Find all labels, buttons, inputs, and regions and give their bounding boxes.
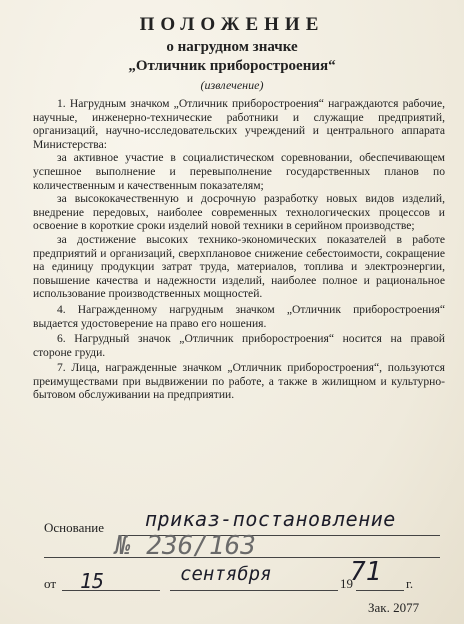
number-handwritten: № 236/163 <box>115 531 256 561</box>
month-line <box>170 590 338 591</box>
document-title: ПОЛОЖЕНИЕ <box>139 14 325 35</box>
paragraph: за достижение высоких технико-экономических показателей в работе предприятий и организаций, сверхплановое снижение себестоимости, сокращение на единицу продукции затрат труда, материалов, топлива и электроэнергии, повышение качества и надежности изделий, наиболее полное и рациональное использование производственных мощностей. <box>33 232 445 301</box>
year-suffix: г. <box>406 576 414 591</box>
year-prefix: 19 <box>340 576 353 591</box>
badge-name: „Отличник приборостроения“ <box>128 58 336 74</box>
basis-handwritten: приказ-постановление <box>145 507 396 531</box>
day-handwritten: 15 <box>80 569 105 593</box>
day-line <box>62 590 160 591</box>
paragraph: 4. Награжденному нагрудным значком „Отличник приборостроения“ выдается удостоверение на право его ношения. <box>33 302 445 330</box>
month-handwritten: сентября <box>180 563 272 585</box>
paragraph: 1. Нагрудным значком „Отличник приборостроения“ награждаются рабочие, научные, инженерно-технические работники и служащие предприятий, организаций, научно-исследовательских учреждений и центрального аппарата Министерства: <box>33 97 445 151</box>
document-subtitle: о нагрудном значке <box>166 39 298 55</box>
order-number: Зак. 2077 <box>368 600 420 615</box>
paragraph: за высококачественную и досрочную разработку новых видов изделий, внедрение передовых, наиболее современных технологических процессов и освоение в короткие сроки изделий новой техники в серийном производстве; <box>33 192 445 233</box>
year-handwritten: 71 <box>350 557 382 587</box>
basis-label: Основание <box>44 520 105 535</box>
paragraph: 6. Нагрудный значок „Отличник приборостроения“ носится на правой стороне груди. <box>33 332 445 359</box>
paragraph: за активное участие в социалистическом соревновании, обеспечивающем успешное выполнение и перевыполнение государственных планов по количественным и качественным показателям; <box>33 151 445 192</box>
year-line <box>356 590 404 591</box>
extract-note: (извлечение) <box>200 78 264 92</box>
from-label: от <box>44 576 57 591</box>
paragraph: 7. Лица, награжденные значком „Отличник приборостроения“, пользуются преимуществами при выдвижении по работе, а также в жилищном и культурно-бытовом обслуживании на предприятии. <box>33 361 445 402</box>
